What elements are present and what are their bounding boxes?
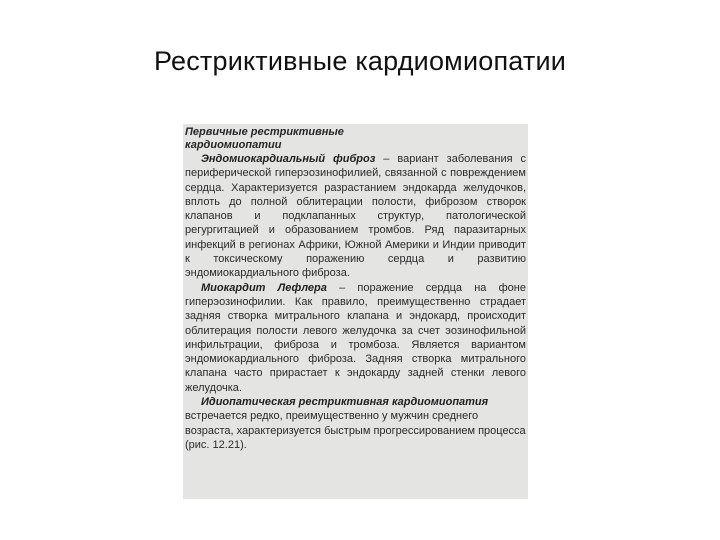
term-endomyocardial-fibrosis: Эндомиокардиальный фиброз xyxy=(201,153,376,165)
paragraph-loeffler-myocarditis xyxy=(185,281,526,395)
slide-title: Рестриктивные кардиомиопатии xyxy=(153,46,567,76)
scanned-text-image xyxy=(183,124,528,499)
paragraph-text-1: – вариант заболевания с периферической гиперэозинофилией, связанной с повреждением сердца. Характеризуется разрастанием эндокарда желудочков, вплоть до полной облитерации полости, фиброзом створок клапанов и подклапанных структур, патологической регургитацией и образованием тромбов. Ряд паразитарных инфекций в регионах Африки, Южной Америки и Индии приводит к токсическому поражению сердца и развитию эндомиокардиального фиброза. xyxy=(185,153,526,280)
scanned-text-body xyxy=(183,124,528,452)
paragraph-endomyocardial-fibrosis xyxy=(185,152,526,281)
paragraph-text-2: – поражение сердца на фоне гиперэозинофилии. Как правило, преимущественно страдает задняя створка митрального клапана и эндокард, происходит облитерация полости левого желудочка за счет эозинофильной инфильтрации, фиброза и тромбоза. Является вариантом эндомиокардиального фиброза. Задняя створка митрального клапана часто прирастает к эндокарду задней стенки левого желудочка. xyxy=(185,281,526,394)
section-heading-line-2: кардиомиопатии xyxy=(185,139,282,151)
section-heading-line-1: Первичные рестриктивные xyxy=(185,126,344,138)
section-heading xyxy=(185,126,526,152)
paragraph-idiopathic-rcm xyxy=(185,395,526,452)
term-loeffler-myocarditis: Миокардит Лефлера xyxy=(201,281,327,294)
term-idiopathic-rcm: Идиопатическая рестриктивная кардиомиопатия xyxy=(201,396,489,409)
paragraph-text-3: встречается редко, преимущественно у мужчин среднего возраста, характеризуется быстрым прогрессированием процесса (рис. 12.21). xyxy=(185,410,526,451)
